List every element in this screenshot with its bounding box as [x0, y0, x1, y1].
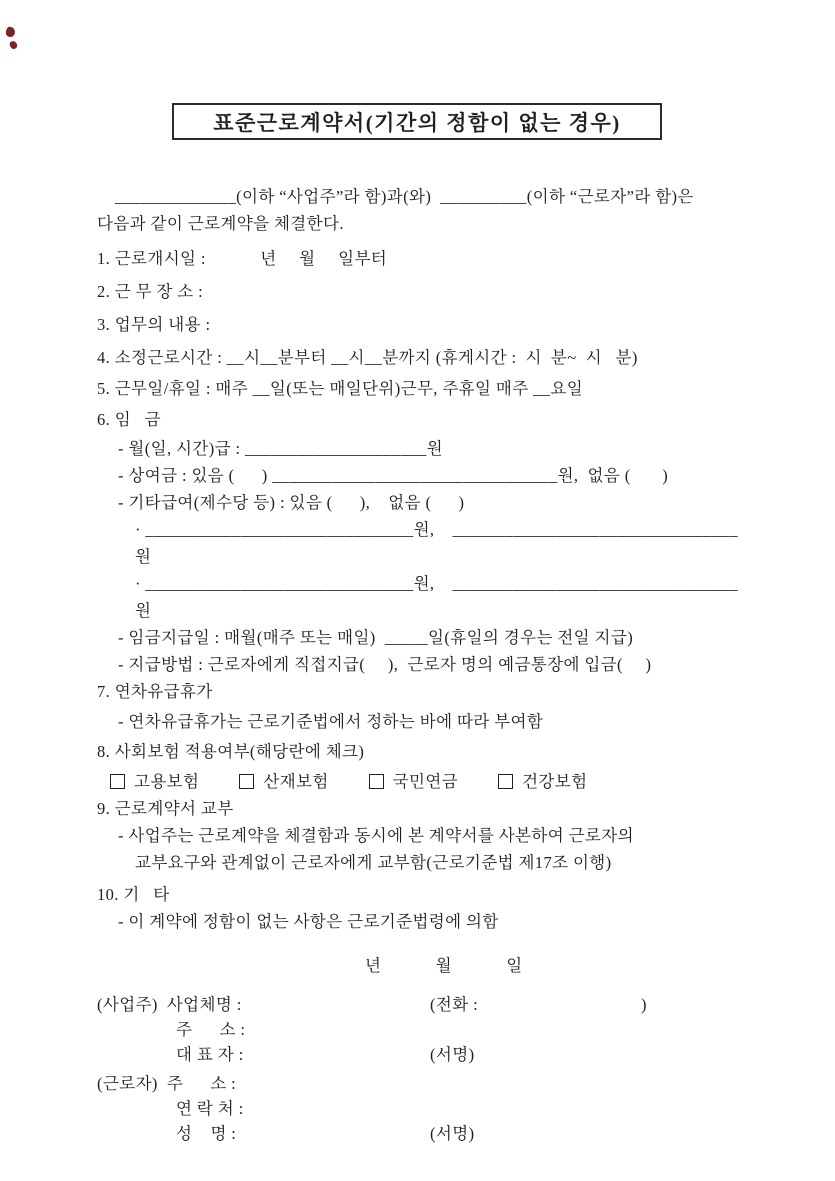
- worker-sign-label: (서명): [430, 1124, 475, 1143]
- clause-misc-heading: 10. 기 타: [97, 885, 170, 904]
- clause-working-days: 5. 근무일/휴일 : 매주 __일(또는 매일단위)근무, 주휴일 매주 __요일: [97, 379, 584, 398]
- clause-social-insurance-heading: 8. 사회보험 적용여부(해당란에 체크): [97, 742, 365, 761]
- contract-delivery-body-2: 교부요구와 관계없이 근로자에게 교부함(근로기준법 제17조 이행): [135, 853, 612, 872]
- clause-working-hours: 4. 소정근로시간 : __시__분부터 __시__분까지 (휴게시간 : 시 분~ 시 분): [97, 348, 638, 367]
- employer-company-label: 사업체명 :: [166, 995, 242, 1014]
- worker-prefix: (근로자): [97, 1074, 158, 1093]
- employer-sign-label: (서명): [430, 1045, 475, 1064]
- misc-body: - 이 계약에 정함이 없는 사항은 근로기준법령에 의함: [118, 912, 499, 931]
- scan-artifact: [9, 40, 18, 50]
- insurance-option-health: [498, 768, 587, 795]
- checkbox-label: 산재보험: [263, 772, 329, 791]
- wage-amount-line: - 월(일, 시간)급 : _____________________원: [118, 439, 443, 458]
- checkbox-industrial-accident-insurance[interactable]: [239, 774, 254, 789]
- employer-company-row: [97, 992, 745, 1017]
- worker-contact-label: 연 락 처 :: [176, 1099, 244, 1118]
- checkbox-national-pension[interactable]: [369, 774, 384, 789]
- employer-representative-row: [97, 1042, 745, 1067]
- payment-method-line: - 지급방법 : 근로자에게 직접지급( ), 근로자 명의 예금통장에 입금( ): [118, 655, 652, 674]
- checkbox-label: 고용보험: [134, 772, 200, 791]
- clause-wage-heading: 6. 임 금: [97, 410, 161, 429]
- allowance-blank-line-1: · _______________________________원, _________________________________원: [135, 520, 738, 566]
- contract-body: [97, 183, 745, 1146]
- employer-phone-label: (전화 : ): [430, 995, 647, 1014]
- bonus-line: - 상여금 : 있음 ( ) _________________________________원, 없음 ( ): [118, 466, 669, 485]
- insurance-option-national-pension: [369, 768, 458, 795]
- checkbox-employment-insurance[interactable]: [110, 774, 125, 789]
- checkbox-label: 건강보험: [522, 772, 588, 791]
- intro-line-parties: ______________(이하 “사업주”라 함)과(와) __________(이하 “근로자”라 함)은: [115, 187, 694, 206]
- worker-signature-block: [97, 1071, 745, 1146]
- document-title-box: [172, 103, 662, 140]
- clause-start-date: 1. 근로개시일 : 년 월 일부터: [97, 249, 388, 268]
- clause-contract-delivery-heading: 9. 근로계약서 교부: [97, 799, 234, 818]
- clause-job-description: 3. 업무의 내용 :: [97, 315, 211, 334]
- social-insurance-options-row: [97, 768, 745, 795]
- annual-leave-body: - 연차유급휴가는 근로기준법에서 정하는 바에 따라 부여함: [118, 712, 544, 731]
- intro-line-agreement: 다음과 같이 근로계약을 체결한다.: [97, 214, 344, 233]
- contract-delivery-body-1: - 사업주는 근로계약을 체결함과 동시에 본 계약서를 사본하여 근로자의: [118, 826, 634, 845]
- checkbox-health-insurance[interactable]: [498, 774, 513, 789]
- insurance-option-employment: [110, 768, 199, 795]
- contract-date-line: 년 월 일: [365, 956, 523, 975]
- employer-representative-label: 대 표 자 :: [176, 1045, 244, 1064]
- document-title: 표준근로계약서(기간의 정함이 없는 경우): [213, 110, 621, 135]
- employer-signature-block: [97, 992, 745, 1067]
- other-allowances-line: - 기타급여(제수당 등) : 있음 ( ), 없음 ( ): [118, 493, 465, 512]
- worker-address-label: 주 소 :: [166, 1074, 237, 1093]
- worker-contact-row: [97, 1096, 745, 1121]
- clause-workplace: 2. 근 무 장 소 :: [97, 282, 204, 301]
- worker-name-label: 성 명 :: [176, 1124, 237, 1143]
- payday-line: - 임금지급일 : 매월(매주 또는 매일) _____일(휴일의 경우는 전일 지급): [118, 628, 634, 647]
- checkbox-label: 국민연금: [392, 772, 459, 791]
- employer-prefix: (사업주): [97, 995, 158, 1014]
- employer-address-label: 주 소 :: [176, 1020, 246, 1039]
- worker-address-row: [97, 1071, 745, 1096]
- scan-artifact: [5, 26, 16, 38]
- employer-address-row: [97, 1017, 745, 1042]
- clause-annual-leave-heading: 7. 연차유급휴가: [97, 682, 213, 701]
- worker-name-row: [97, 1121, 745, 1146]
- allowance-blank-line-2: · _______________________________원, _________________________________원: [135, 574, 738, 620]
- insurance-option-industrial-accident: [239, 768, 328, 795]
